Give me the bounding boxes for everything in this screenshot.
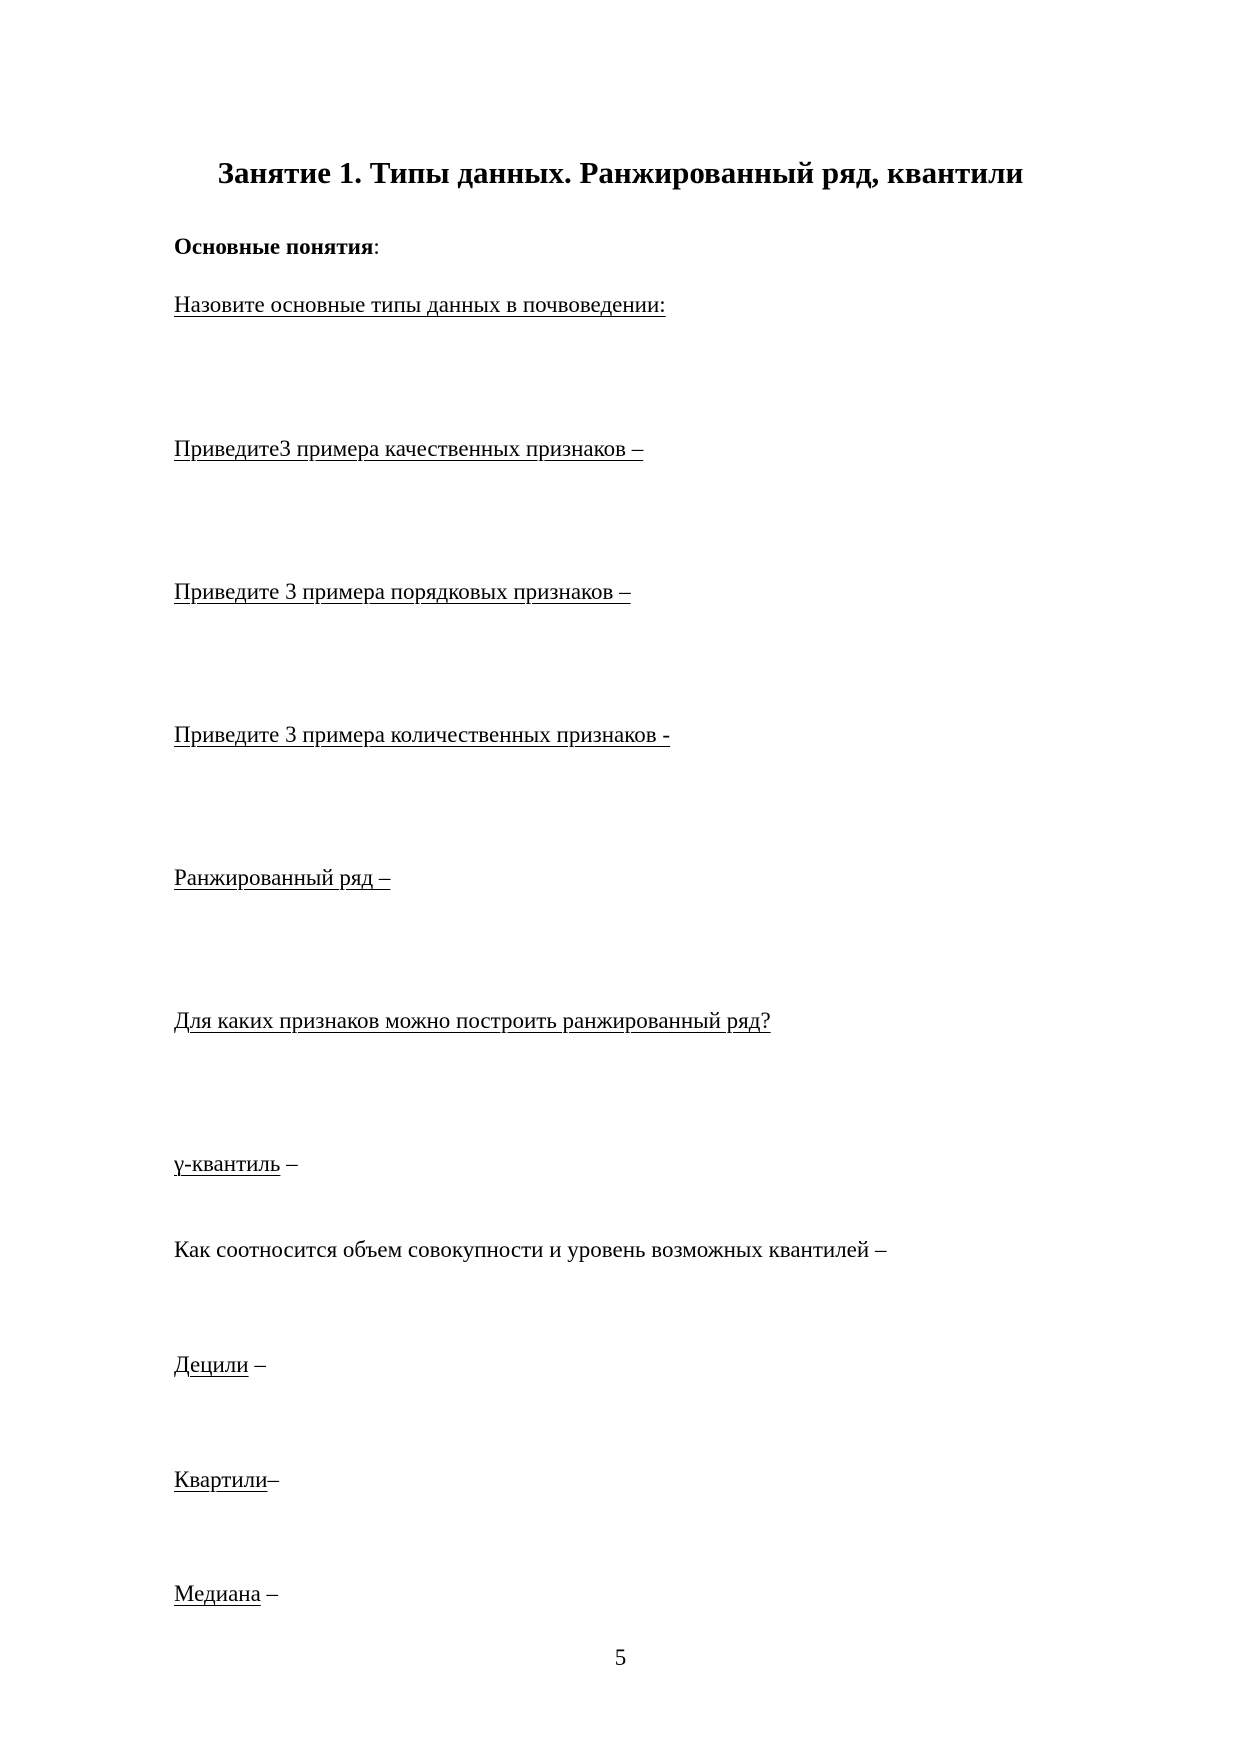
quantile-dash: –	[280, 1151, 298, 1176]
question-ordinal-traits: Приведите 3 примера порядковых признаков –	[174, 579, 631, 604]
term-ranked-series: Ранжированный ряд –	[174, 865, 391, 890]
question-volume-quantile-level: Как соотносится объем совокупности и уровень возможных квантилей –	[174, 1237, 887, 1262]
quantile-line	[174, 1149, 298, 1179]
quartiles-line	[174, 1465, 279, 1495]
deciles-line	[174, 1350, 266, 1380]
question-ranked-series-traits: Для каких признаков можно построить ранжированный ряд?	[174, 1008, 771, 1033]
term-deciles: Децили	[174, 1352, 249, 1377]
question-quantitative-traits: Приведите 3 примера количественных признаков -	[174, 722, 671, 747]
page-title: Занятие 1. Типы данных. Ранжированный ряд, квантили	[217, 155, 1024, 190]
question-data-types: Назовите основные типы данных в почвоведении:	[174, 292, 666, 317]
term-median: Медиана	[174, 1581, 261, 1606]
page-number: 5	[614, 1645, 627, 1670]
basics-heading: Основные понятия	[174, 234, 374, 259]
basics-heading-line	[174, 232, 380, 262]
median-dash: –	[260, 1581, 279, 1606]
quartiles-dash: –	[267, 1467, 279, 1492]
question-qualitative-traits: Приведите3 примера качественных признаков –	[174, 436, 644, 461]
term-quantile: γ-квантиль	[174, 1151, 281, 1176]
basics-colon: :	[373, 234, 380, 259]
deciles-dash: –	[248, 1352, 266, 1377]
median-line	[174, 1579, 278, 1609]
term-quartiles: Квартили	[174, 1467, 268, 1492]
